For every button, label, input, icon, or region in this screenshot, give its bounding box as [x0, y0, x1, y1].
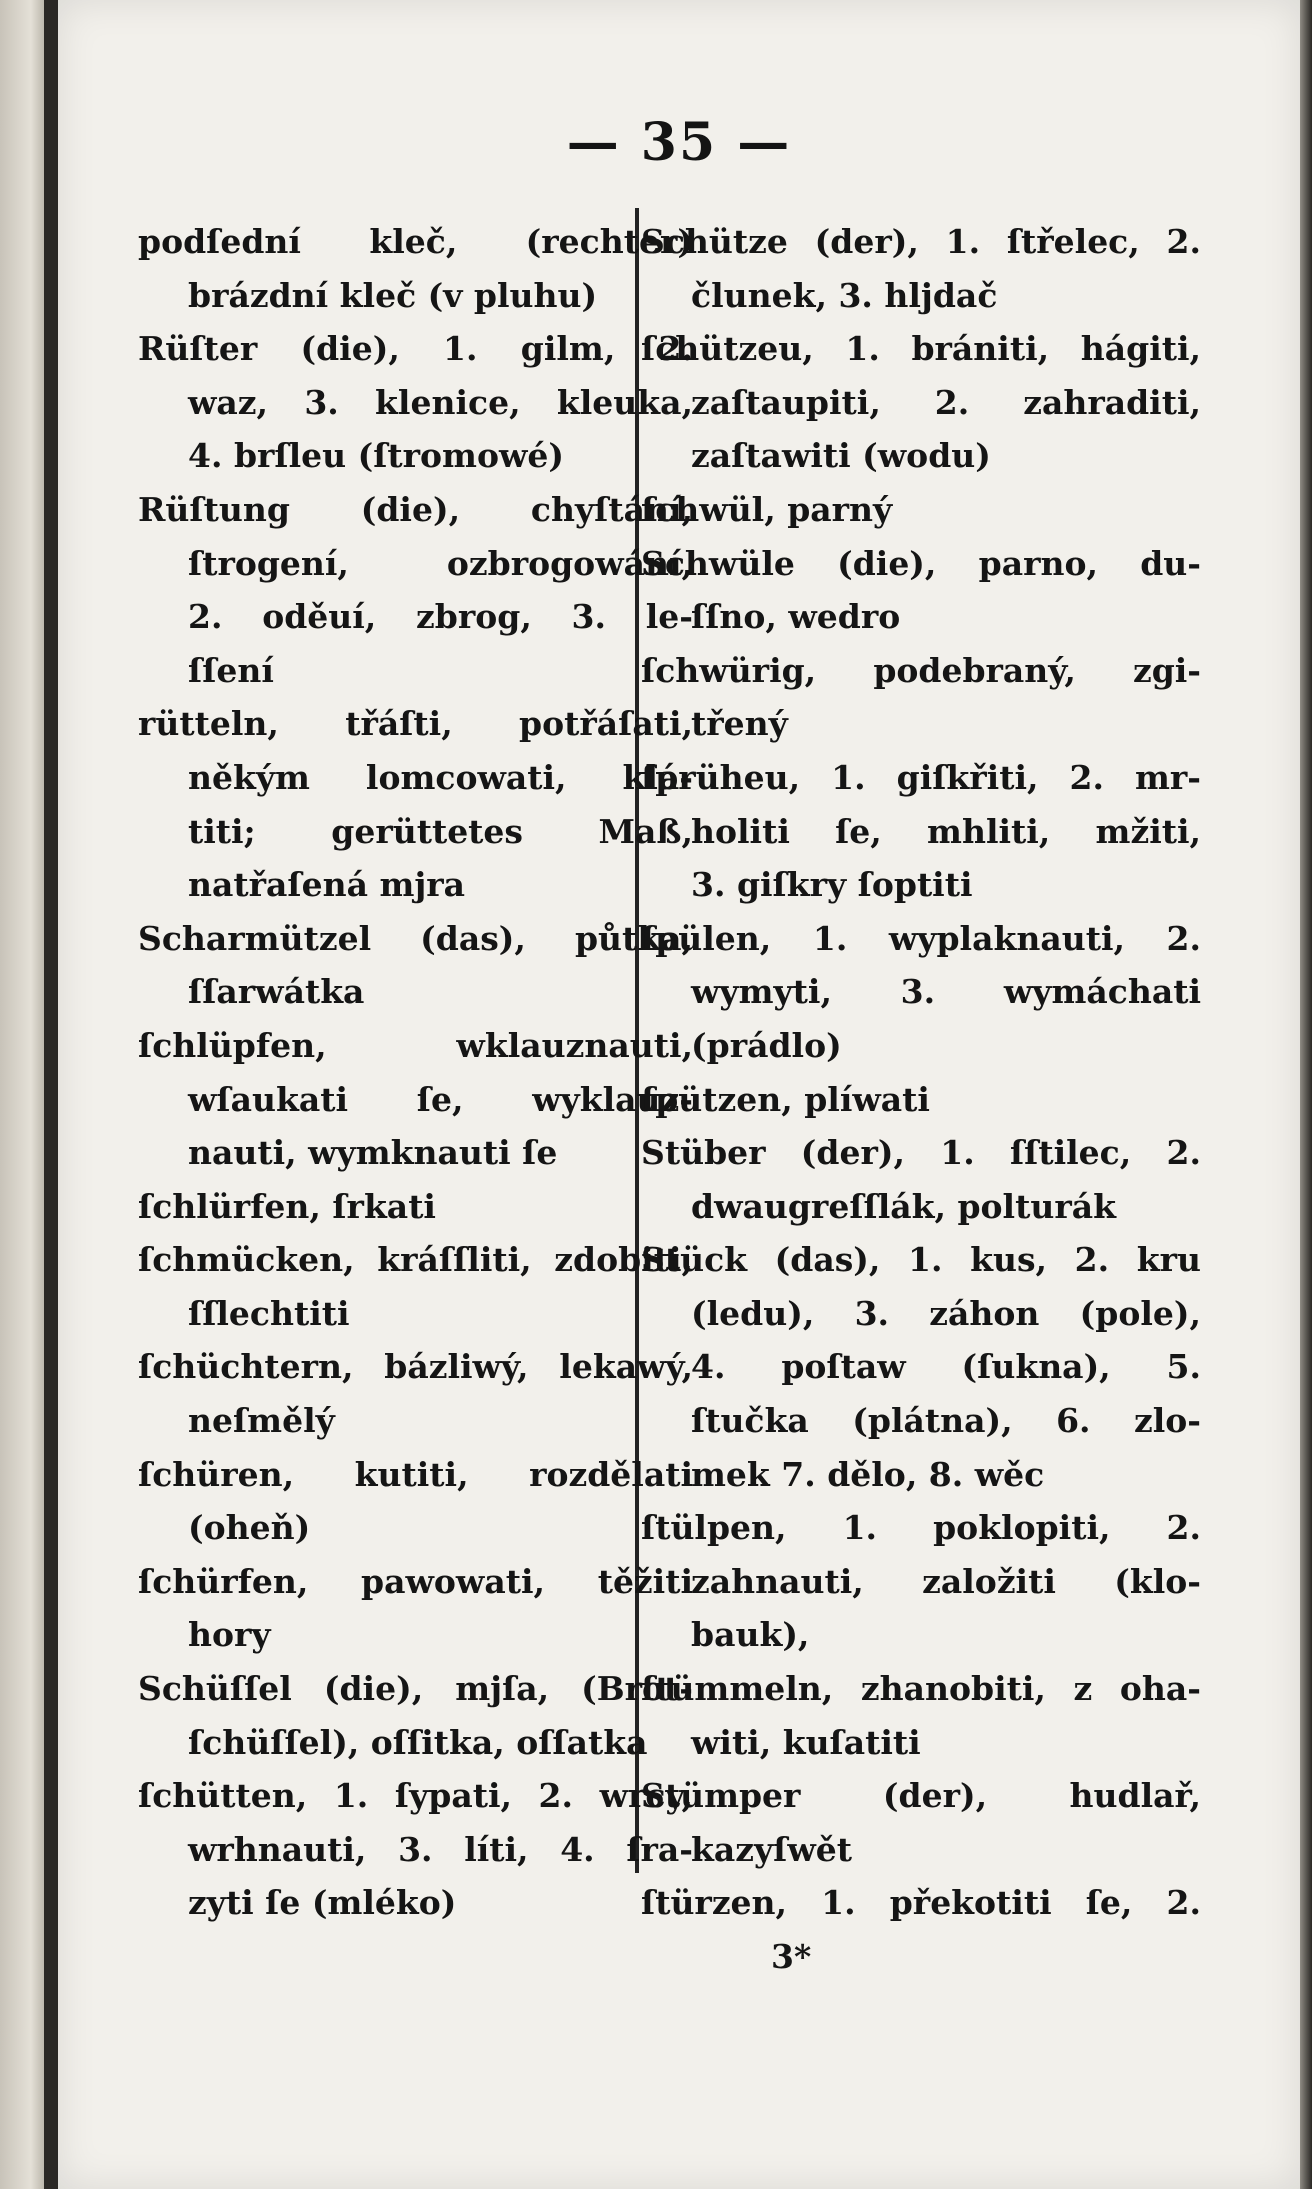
page-edge-shadow — [1300, 0, 1312, 2189]
page-number: — 35 — — [566, 112, 792, 173]
dictionary-continuation-line: někým lomcowati, klá- — [188, 757, 693, 797]
dictionary-continuation-line: ſſno, wedro — [691, 597, 901, 637]
dictionary-continuation-line: titi; gerüttetes Maß, — [188, 811, 693, 851]
dictionary-continuation-line: dwaugreſſlák, polturák — [691, 1186, 1116, 1226]
dictionary-entry-line: Scharmützel (das), půtka, — [138, 918, 693, 958]
book-page — [58, 0, 1300, 2189]
dictionary-continuation-line: ſſarwátka — [188, 972, 365, 1012]
dictionary-entry-line: Rüſter (die), 1. gilm, 2. — [138, 329, 693, 369]
dictionary-continuation-line: brázdní kleč (v pluhu) — [188, 275, 598, 315]
dictionary-continuation-line: hory — [188, 1615, 271, 1655]
dictionary-continuation-line: neſmělý — [188, 1401, 335, 1441]
dictionary-entry-line: ſchlüpfen, wklauznauti, — [138, 1025, 693, 1065]
dictionary-entry-line: ſchützeu, 1. brániti, hágiti, — [641, 329, 1201, 369]
dictionary-continuation-line: 3* — [771, 1937, 812, 1976]
dictionary-entry-line: Schütze (der), 1. ſtřelec, 2. — [641, 222, 1201, 261]
dictionary-entry-line: podſední kleč, (rechter) — [138, 222, 693, 261]
dictionary-continuation-line: wrhnauti, 3. líti, 4. ſra- — [188, 1829, 693, 1869]
dictionary-continuation-line: witi, kuſatiti — [691, 1722, 921, 1762]
dictionary-continuation-line: zyti ſe (mléko) — [188, 1883, 457, 1923]
dictionary-entry-line: ſtülpen, 1. poklopiti, 2. — [641, 1508, 1201, 1548]
dictionary-entry-line: ſtürzen, 1. překotiti ſe, 2. — [641, 1883, 1201, 1923]
dictionary-continuation-line: holiti ſe, mhliti, mžiti, — [691, 811, 1201, 851]
dictionary-entry-line: Stümper (der), hudlař, — [641, 1776, 1201, 1816]
dictionary-continuation-line: wymyti, 3. wymáchati — [691, 972, 1201, 1012]
dictionary-continuation-line: ſchüſſel), oſſitka, oſſatka — [188, 1722, 648, 1762]
dictionary-continuation-line: bauk), — [691, 1615, 810, 1655]
dictionary-entry-line: Stüber (der), 1. ſſtilec, 2. — [641, 1133, 1201, 1173]
dictionary-entry-line: ſchwürig, podebraný, zgi- — [641, 650, 1201, 690]
dictionary-continuation-line: zahnauti, založiti (klo- — [691, 1561, 1201, 1601]
dictionary-continuation-line: kazyſwět — [691, 1829, 853, 1869]
dictionary-entry-line: ſchütten, 1. ſypati, 2. wrcy, — [138, 1776, 693, 1816]
dictionary-continuation-line: 4. brſleu (ſtromowé) — [188, 436, 565, 476]
dictionary-continuation-line: 2. oděuí, zbrog, 3. le- — [188, 597, 693, 637]
dictionary-continuation-line: waz, 3. klenice, kleuka, — [188, 382, 693, 422]
dictionary-entry-line: ſchürfen, pawowati, těžiti — [138, 1561, 693, 1601]
dictionary-entry-line: Stück (das), 1. kus, 2. kru — [641, 1240, 1201, 1280]
dictionary-entry-line: Schüſſel (die), mjſa, (Brot- — [138, 1669, 693, 1709]
dictionary-continuation-line: natřaſená mjra — [188, 865, 466, 905]
dictionary-entry-line: ſchüchtern, bázliwý, lekawý, — [138, 1347, 693, 1387]
dictionary-continuation-line: ſſení — [188, 650, 274, 690]
dictionary-continuation-line: 3. giſkry ſoptiti — [691, 865, 973, 905]
dictionary-entry-line: ſpützen, plíwati — [641, 1079, 930, 1119]
dictionary-continuation-line: (prádlo) — [691, 1025, 842, 1065]
dictionary-continuation-line: mek 7. dělo, 8. wěc — [691, 1454, 1045, 1494]
dictionary-entry-line: ſchüren, kutiti, rozdělati — [138, 1454, 693, 1494]
dictionary-entry-line: Schwüle (die), parno, du- — [641, 543, 1201, 583]
dictionary-continuation-line: (oheň) — [188, 1508, 311, 1548]
dictionary-entry-line: ſchwül, parný — [641, 489, 893, 529]
dictionary-entry-line: ſchmücken, kráſſliti, zdobiti, — [138, 1240, 693, 1280]
dictionary-continuation-line: třený — [691, 704, 788, 744]
dictionary-continuation-line: ſſlechtiti — [188, 1293, 350, 1333]
dictionary-entry-line: rütteln, třáſti, potřáſati, — [138, 704, 693, 744]
left-column — [138, 215, 693, 1930]
dictionary-continuation-line: zaſtawiti (wodu) — [691, 436, 991, 476]
dictionary-entry-line: Rüſtung (die), chyſtání, — [138, 489, 693, 529]
dictionary-continuation-line: zaſtaupiti, 2. zahraditi, — [691, 382, 1201, 422]
dictionary-entry-line: ſpülen, 1. wyplaknauti, 2. — [641, 918, 1201, 958]
previous-page-edge — [0, 0, 44, 2189]
dictionary-continuation-line: (ledu), 3. záhon (pole), — [691, 1293, 1201, 1333]
dictionary-entry-line: ſtümmeln, zhanobiti, z oha- — [641, 1669, 1201, 1709]
dictionary-continuation-line: ſtučka (plátna), 6. zlo- — [691, 1401, 1201, 1441]
dictionary-continuation-line: 4. poſtaw (ſukna), 5. — [691, 1347, 1201, 1387]
dictionary-continuation-line: ſtrogení, ozbrogowání, — [188, 543, 693, 583]
right-column — [641, 215, 1201, 1984]
dictionary-continuation-line: nauti, wymknauti ſe — [188, 1133, 558, 1173]
dictionary-entry-line: ſchlürfen, ſrkati — [138, 1186, 436, 1226]
dictionary-continuation-line: wſaukati ſe, wyklauz- — [188, 1079, 693, 1119]
dictionary-entry-line: ſprüheu, 1. giſkřiti, 2. mr- — [641, 757, 1201, 797]
book-gutter — [44, 0, 58, 2189]
dictionary-continuation-line: člunek, 3. hljdač — [691, 275, 998, 315]
